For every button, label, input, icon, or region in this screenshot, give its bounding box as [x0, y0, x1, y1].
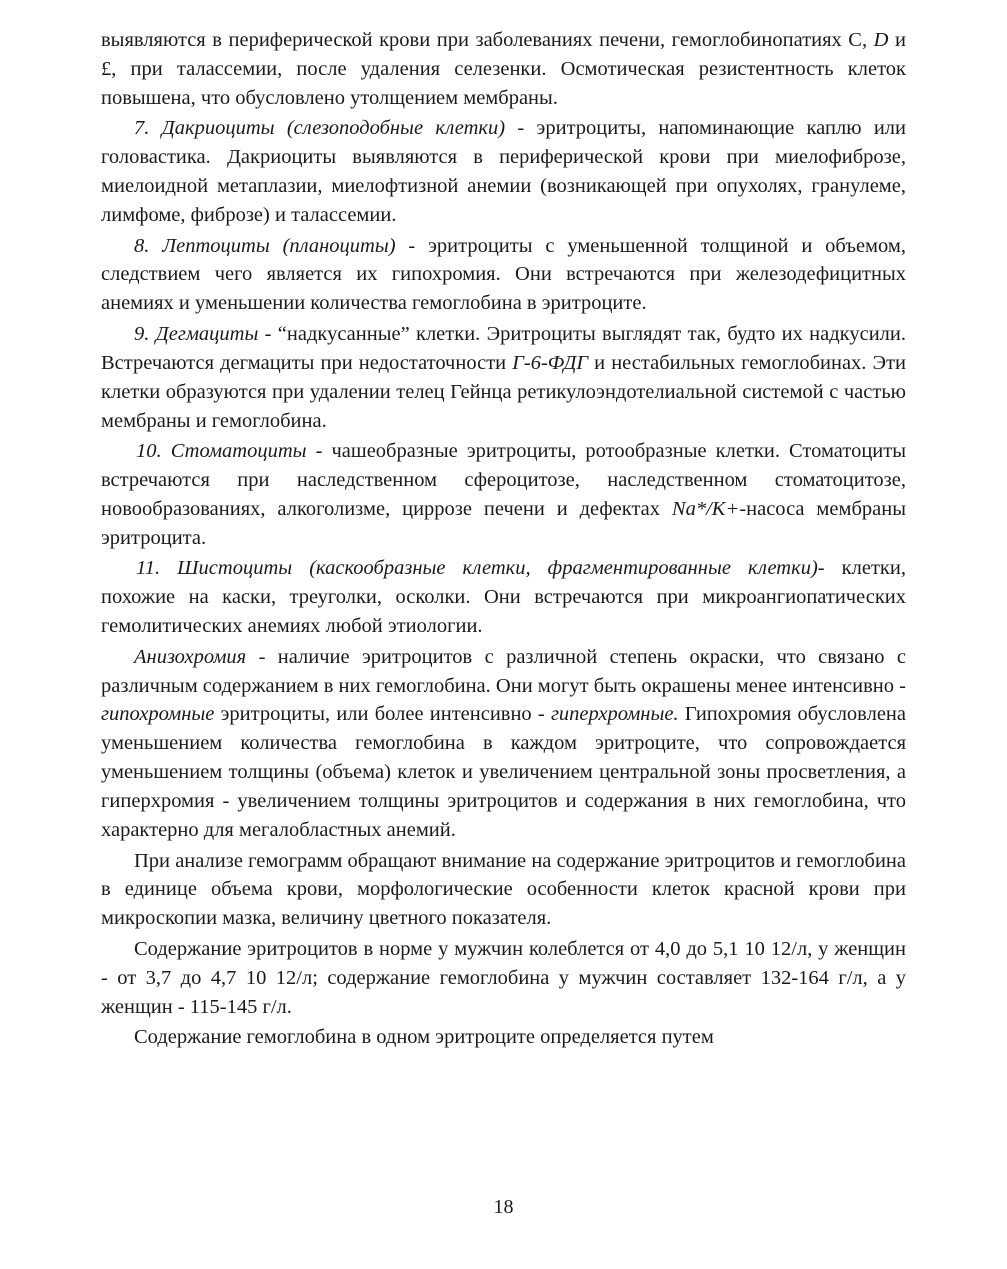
- text-run: При анализе гемограмм обращают внимание на содержание эритроцитов и гемоглобина в единице объема крови, морфологические особенности клеток красной крови при микроскопии мазка, величину цветного показателя.: [101, 849, 906, 930]
- paragraph-degmacytes: [101, 320, 906, 436]
- text-run: выявляются в периферической крови при заболеваниях печени, гемоглобинопатиях С,: [101, 29, 874, 51]
- paragraph-hemoglobin-content: [101, 1023, 906, 1052]
- text-run: - наличие эритроцитов с различной степень окраски, что связано с различным содержанием в них гемоглобина. Они могут быть окрашены менее интенсивно -: [101, 645, 906, 697]
- paragraph-hemogram-analysis: [101, 847, 906, 934]
- text-run-italic: гиперхромные.: [550, 703, 679, 726]
- page-number: 18: [493, 1196, 514, 1218]
- text-run-italic: гипохромные: [101, 703, 215, 726]
- term-heading: 7. Дакриоциты (слезоподобные клетки): [134, 117, 506, 140]
- term-heading: 11. Шистоциты (каскообразные клетки, фрагментированные клетки): [136, 557, 818, 580]
- text-run: и нестабильных гемоглобинах. Эти клетки образуются при удалении телец Гейнца ретикулоэндотелиальной системой с частью мембраны и гемоглобина.: [101, 351, 906, 432]
- paragraph-norms: [101, 935, 906, 1022]
- paragraph-leptocytes: [101, 232, 906, 319]
- paragraph-stomatocytes: [101, 437, 906, 553]
- text-run-italic: Na*/K+: [671, 497, 740, 520]
- text-run: Содержание эритроцитов в норме у мужчин колеблется от 4,0 до 5,1 10 12/л, у женщин - от 3,7 до 4,7 10 12/л; содержание гемоглобина у мужчин составляет 132-164 г/л, а у женщин - 115-145 г/л.: [101, 937, 906, 1018]
- paragraph-dacryocytes: [101, 114, 906, 230]
- text-run-italic: D: [873, 29, 889, 51]
- text-run: Содержание гемоглобина в одном эритроците определяется путем: [134, 1026, 714, 1049]
- term-heading: Анизохромия: [134, 645, 247, 668]
- text-run: -насоса мембраны эритроцита.: [101, 497, 906, 549]
- document-page: [101, 26, 906, 1054]
- text-run: - эритроциты с уменьшенной толщиной и объемом, следствием чего является их гипохромия. Они встречаются при железодефицитных анемиях и уменьшении количества гемоглобина в эритроците.: [101, 234, 906, 315]
- term-heading: 8. Лептоциты (планоциты): [134, 234, 396, 257]
- term-heading: 9. Дегмациты: [134, 322, 259, 345]
- paragraph-schistocytes: [101, 554, 906, 641]
- text-run-italic: Г-6-ФДГ: [512, 351, 589, 374]
- term-heading: 10. Стоматоциты: [136, 440, 307, 463]
- text-run: и £, при талассемии, после удаления селезенки. Осмотическая резистентность клеток повышена, что обусловлено утолщением мембраны.: [101, 29, 906, 109]
- paragraph-continuation: [101, 26, 906, 113]
- paragraph-anisochromia: [101, 643, 906, 845]
- text-run: Гипохромия обусловлена уменьшением количества гемоглобина в каждом эритроците, что сопровождается уменьшением толщины (объема) клеток и увеличением центральной зоны просветления, а гиперхромия - увеличением толщины эритроцитов и содержания в них гемоглобина, что характерно для мегалобластных анемий.: [101, 703, 906, 842]
- text-run: - эритроциты, напоминающие каплю или головастика. Дакриоциты выявляются в периферической крови при миелофиброзе, миелоидной метаплазии, миелофтизной анемии (возникающей при опухолях, гранулеме, лимфоме, фиброзе) и талассемии.: [101, 117, 906, 227]
- text-run: - клетки, похожие на каски, треуголки, осколки. Они встречаются при микроангиопатических гемолитических анемиях любой этиологии.: [101, 557, 906, 638]
- text-run: - “надкусанные” клетки. Эритроциты выглядят так, будто их надкусили. Встречаются дегмациты при недостаточности: [101, 322, 906, 374]
- text-run: эритроциты, или более интенсивно -: [214, 703, 551, 726]
- text-run: - чашеобразные эритроциты, ротообразные клетки. Стоматоциты встречаются при наследственном сфероцитозе, наследственном стоматоцитозе, новообразованиях, алкоголизме, циррозе печени и дефектах: [101, 440, 906, 520]
